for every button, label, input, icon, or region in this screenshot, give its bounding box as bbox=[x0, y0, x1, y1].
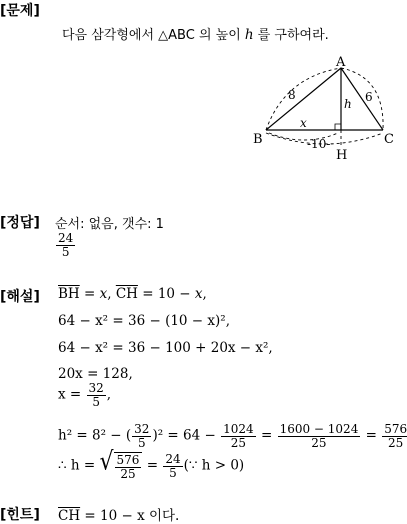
answer-num: 24 bbox=[58, 231, 74, 245]
solution-line-2: 64 − x² = 36 − (10 − x)², bbox=[58, 313, 230, 329]
problem-text-post: 를 구하여라. bbox=[253, 28, 329, 43]
l6-c: = bbox=[256, 427, 277, 444]
bh-segment: $\overline{BH}$ bbox=[58, 286, 80, 302]
l6-f4n: 576 bbox=[382, 423, 407, 437]
eq1c: , bbox=[202, 286, 207, 302]
answer-line: 순서: 없음, 갯수: 1 bbox=[55, 217, 164, 232]
answer-fraction bbox=[55, 232, 76, 258]
l5-pre: x = bbox=[58, 386, 86, 403]
solution-line-7 bbox=[58, 447, 245, 481]
l6-f3d: 25 bbox=[311, 435, 327, 450]
ch-segment: $\overline{CH}$ bbox=[115, 286, 138, 302]
problem-text bbox=[62, 24, 329, 43]
label-ac-length: 6 bbox=[365, 90, 373, 104]
eq1b: = 10 − bbox=[137, 286, 195, 302]
l7-b: = bbox=[142, 457, 163, 474]
l6-a: h² = 8² − ( bbox=[58, 427, 132, 444]
solution-line-5 bbox=[58, 382, 111, 408]
l6-f2d: 25 bbox=[230, 435, 247, 450]
label-h: H bbox=[336, 148, 348, 163]
label-height: h bbox=[344, 97, 352, 111]
l7-sn: 576 bbox=[116, 453, 140, 467]
problem-text-var: h bbox=[244, 27, 254, 43]
eq1a: = bbox=[79, 286, 100, 302]
l6-f1n: 32 bbox=[134, 422, 150, 436]
l5-post: , bbox=[106, 386, 112, 403]
sqrt-576-25: √ $\frac{576}{25}$ bbox=[99, 452, 142, 480]
hint-label: [힌트] bbox=[0, 507, 40, 523]
label-c: C bbox=[384, 132, 394, 147]
solution-line-1 bbox=[58, 286, 207, 302]
solution-line-3: 64 − x² = 36 − 100 + 20x − x², bbox=[58, 340, 273, 356]
hint-text: = 10 − x 이다. bbox=[80, 508, 180, 524]
l6-f4d: 25 bbox=[388, 435, 404, 450]
label-hc: -10- bbox=[307, 137, 331, 151]
solution-line-6 bbox=[58, 423, 407, 449]
l6-f2n: 1024 bbox=[223, 422, 254, 436]
l7-fd: 5 bbox=[169, 465, 177, 480]
label-a: A bbox=[336, 55, 346, 70]
l6-f3n: 1600 − 1024 bbox=[279, 422, 359, 436]
l7-sd: 25 bbox=[120, 466, 136, 481]
triangle-figure bbox=[245, 55, 405, 170]
var-x2: x bbox=[194, 286, 203, 302]
l5-den: 5 bbox=[92, 394, 100, 409]
l6-d: = bbox=[361, 427, 382, 444]
solution-line-4: 20x = 128, bbox=[58, 366, 133, 382]
label-ab-length: 8 bbox=[288, 88, 296, 102]
right-angle-mark bbox=[335, 124, 341, 130]
problem-label: [문제] bbox=[0, 3, 40, 19]
label-b: B bbox=[253, 132, 263, 147]
l7-a: ∴ h = bbox=[58, 457, 100, 474]
comma: , bbox=[107, 286, 116, 302]
l7-fn: 24 bbox=[165, 452, 181, 466]
l6-f1d: 5 bbox=[137, 435, 146, 450]
var-x: x bbox=[99, 286, 108, 302]
hint-ch-segment: $\overline{CH}$ bbox=[58, 508, 81, 524]
label-x: x bbox=[300, 116, 307, 130]
answer-label: [정답] bbox=[0, 215, 40, 231]
solution-label: [해설] bbox=[0, 289, 40, 305]
l7-c: (∵ h > 0) bbox=[183, 457, 245, 474]
l6-b: )² = 64 − bbox=[152, 427, 221, 444]
problem-text-pre: 다음 삼각형에서 △ABC 의 높이 bbox=[62, 28, 245, 43]
hint-line bbox=[58, 504, 179, 524]
l5-num: 32 bbox=[88, 381, 104, 395]
answer-den: 5 bbox=[61, 244, 70, 259]
